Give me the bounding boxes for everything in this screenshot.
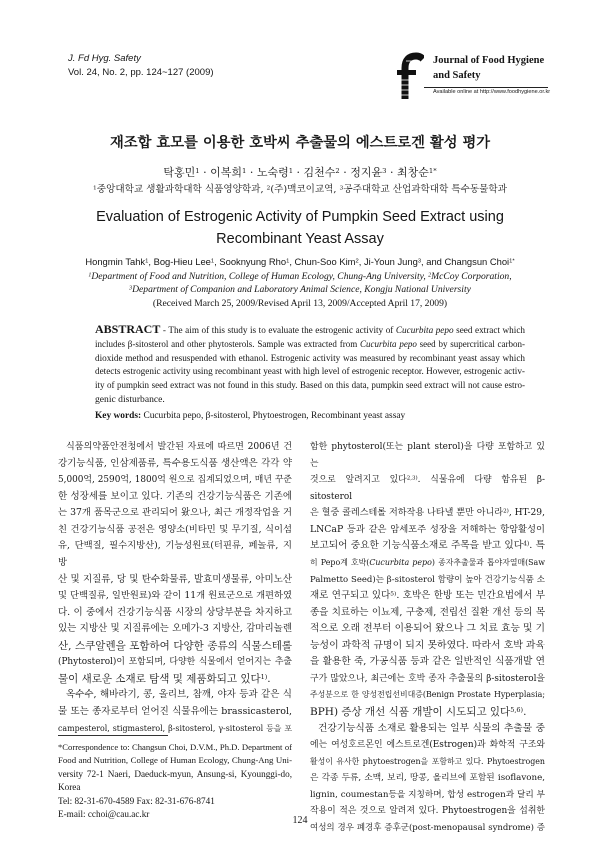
affiliations-korean: $^1$중앙대학교 생활과학대학 식품영양학과, $^2$(주)맥코이교역, $^3$공주대학교 산업과학대학 특수동물학과 (93, 184, 507, 195)
journal-f-logo-icon (394, 52, 424, 100)
text-line: *Correspondence to: Changsun Choi, D.V.M., Ph.D. Department of (58, 742, 292, 752)
authors-korean: 탁홍민$^1$ · 이복희$^1$ · 노숙령$^1$ · 김천수$^2$ · 정지윤$^3$ · 최창순$^{1*}$ (163, 166, 437, 179)
superscript-mark: 1* (428, 166, 437, 175)
superscript-mark: 1 (210, 258, 215, 265)
text-line: Korea (58, 782, 81, 793)
text-line: 산, 스쿠알렌을 포함하여 다양한 종류의 식물스테롤 (58, 639, 292, 652)
text-line: 건강기능식품 소재로 활용되는 일부 식물의 추출물 중 (318, 722, 545, 734)
text-line: E-mail: cchoi@cau.ac.kr (58, 809, 150, 820)
text-line: 친 건강기능식품 공전은 영양소(비타민 및 무기질, 식이섬 (58, 523, 292, 535)
superscript-mark: 2 (335, 166, 340, 175)
text-line: 구가 많았으나, 최근에는 호박 종자 추출물의 β-sitosterol을 (310, 673, 545, 684)
text-line: 5,000억, 2590억, 1800억 원으로 집계되었으며, 매년 꾸준 (58, 475, 292, 486)
text-line: campesterol, stigmasterol, β-sitosterol, γ-sitosterol 등을 포 (58, 723, 292, 733)
affiliation-english: $^1$Department of Food and Nutrition, College of Human Ecology, Chung-Ang University, $^2$McCoy Corporation, (88, 271, 512, 282)
availability-note: Available online at http://www.foodhygiene.or.kr (433, 89, 551, 95)
keywords: Key words: Cucurbita pepo, β-sitosterol, Phytoestrogen, Recombinant yeast assay (95, 411, 406, 421)
paragraph (95, 323, 525, 407)
title-english: Evaluation of Estrogenic Activity of Pumpkin Seed Extract using (96, 209, 504, 225)
bold-text: ABSTRACT (95, 322, 161, 336)
superscript-mark: 1 (195, 166, 200, 175)
text-line: lignin, coumestan등을 지칭하며, 합성 estrogen과 달리 부 (310, 789, 545, 800)
text-line: 작용이 적은 것으로 알려져 있다. Phytoestrogen을 섭취한 (310, 806, 545, 817)
text-line: Palmetto Seed)는 β-sitosterol 함량이 높아 건강기능식품 소 (310, 574, 545, 585)
text-line: 산 및 지질류, 당 및 탄수화물류, 발효미생물류, 아미노산 (58, 573, 292, 585)
paragraph (58, 741, 292, 795)
text-line: 주성분으로 한 양성전립선비대증(Benign Prostate Hyperplasia; (310, 690, 545, 700)
text-line: detects estrogenic activity using recombinant yeast with high level of estrogenic receptor. However, estrogenic activ- (95, 366, 525, 377)
text-line: 종을 치료하는 이뇨제, 구충제, 전립선 질환 개선 등의 목 (310, 606, 545, 618)
title-korean: 재조합 효모를 이용한 호박씨 추출물의 에스트로겐 활성 평가 (110, 135, 491, 151)
superscript-mark: 2 (266, 184, 271, 192)
text-line: LNCaP 등과 같은 암세포주 성장을 저해하는 항암활성이 (310, 523, 545, 535)
text-line: 능성이 과학적 규명이 되지 못하였다. 따라서 호박 과육 (310, 639, 545, 651)
paragraph (310, 439, 545, 721)
text-line: 있는 지방산 및 지질류에는 오메가-3 지방산, 감마리놀렌 (58, 623, 292, 635)
journal-name: Journal of Food Hygiene (433, 55, 545, 66)
text-line: 물이 새로운 소재로 탐색 및 제품화되고 있다$^{1)}$. (58, 672, 271, 685)
text-line: 물 또는 종자로부터 얻어진 식물유에는 brassicasterol, (58, 706, 292, 717)
superscript-mark: 1 (241, 166, 247, 175)
superscript-mark: 4) (523, 540, 530, 548)
text-line: 및 단백질류, 일반원료)와 같이 11개 원료군으로 개편하였 (58, 590, 292, 602)
text-line: genic disturbance. (95, 393, 165, 405)
italic-text: Cucurbita pepo (360, 338, 417, 349)
text-line: 강기능식품, 인삼제품류, 특수용도식품 생산액은 각각 약 (58, 457, 292, 469)
text-line: BPH) 증상 개선 식품 개발이 시도되고 있다$^{5,6)}$. (310, 706, 527, 718)
text-line: (Phytosterol)이 포함되며, 다양한 식물에서 얻어지는 추출 (58, 657, 292, 668)
submission-history: (Received March 25, 2009/Revised April 13, 2009/Accepted April 17, 2009) (152, 298, 448, 309)
paragraph (58, 795, 292, 808)
superscript-mark: 3 (339, 184, 344, 192)
journal-abbreviation: J. Fd Hyg. Safety (68, 53, 141, 64)
text-line: ity of pumpkin seed extract was not found in this study. Based on this data, pumpkin seed extract will not cause estro- (95, 380, 525, 391)
paragraph (58, 687, 292, 737)
text-line: 유, 단백질, 필수지방산), 기능성원료(터핀류, 페놀류, 지방 (58, 540, 292, 568)
affiliation-english: $^3$Department of Companion and Laboratory Animal Science, Kongju National University (129, 284, 471, 295)
text-line: 여성의 경우 폐경후 증후군(post-menopausal syndrome) 증 (310, 822, 545, 833)
superscript-mark: 1 (145, 258, 149, 265)
superscript-mark: 2,3) (406, 475, 418, 482)
correspondence-footnote (58, 741, 292, 821)
text-line: 히 Pepo계 호박(Cucurbita pepo) 종자추출물과 톱야자열매(Saw (310, 557, 546, 567)
text-line: 을 활용한 죽, 가공식품 등과 같은 일반적인 식품개발 연 (310, 656, 545, 668)
paragraph (58, 439, 292, 687)
bold-text: Key words: (95, 411, 142, 421)
superscript-mark: 2) (503, 508, 509, 515)
abstract (95, 323, 525, 407)
left-column (58, 439, 292, 737)
text-line: 적으로 오래 전부터 이용되어 왔으나 그 치료 효능 및 기 (310, 623, 545, 635)
superscript-mark: 2 (355, 258, 359, 265)
text-line: 은 혈중 콜레스테롤 저하작용 나타낼 뿐만 아니라$^{2)}$, HT-29, (310, 508, 545, 519)
superscript-mark: 5,6) (510, 706, 524, 715)
text-line: 다. 이 중에서 건강기능식품 시장의 상당부분을 차지하고 (58, 606, 292, 618)
journal-name-continued: and Safety (433, 70, 481, 81)
superscript-mark: 3 (417, 258, 422, 265)
authors-english: Hongmin Tahk$^1$, Bog-Hieu Lee$^1$, Sooknyung Rho$^1$, Chun-Soo Kim$^2$, Ji-Youn Jung$^3$, and Changsun Choi$^{1*}$ (85, 256, 515, 267)
superscript-mark: 3 (382, 166, 387, 175)
title-english-continued: Recombinant Yeast Assay (216, 231, 384, 247)
superscript-mark: 1 (288, 166, 294, 175)
italic-text: Cucurbita pepo (395, 325, 454, 335)
text-line: Tel: 82-31-670-4589 Fax: 82-31-676-8741 (58, 795, 215, 806)
text-line: 은 각종 두류, 소맥, 보리, 땅콩, 올리브에 포함된 isoflavone, (310, 773, 545, 784)
text-line: Food and Nutrition, College of Human Ecology, Chung-Ang Uni- (58, 755, 292, 766)
superscript-mark: 1 (93, 184, 97, 192)
text-line: 한 성장세를 보이고 있다. 기존의 건강기능식품은 기존에 (58, 490, 292, 502)
text-line: 함한 phytosterol(또는 plant sterol)을 다량 포함하고 있는 (310, 442, 545, 469)
superscript-mark: 1) (260, 672, 268, 681)
superscript-mark: 2 (428, 272, 432, 279)
page-number: 124 (292, 815, 308, 826)
text-line: includes β-sitosterol and other phytosterols. Sample was extracted from Cucurbita pepo seed by supercritical carbon- (95, 338, 526, 349)
text-line: versity 72-1 Naeri, Daeduck-myun, Ansung-si, Kyounggi-do, (58, 768, 292, 779)
text-line: 식품의약품안전청에서 발간된 자료에 따르면 2006년 건 (66, 442, 292, 452)
text-line: 보고되어 중요한 기능식품소재로 주목을 받고 있다$^{4)}$. 특 (310, 540, 545, 552)
text-line: ABSTRACT - The aim of this study is to evaluate the estrogenic activity of Cucurbita pepo seed extract which (95, 322, 525, 336)
text-line: 활성이 유사한 phytoestrogen을 포함하고 있다. Phytoestrogen (310, 756, 545, 766)
superscript-mark: 5) (390, 591, 397, 598)
text-line: dioxide method and resuspended with ethanol. Estrogenic activity was measured by recombinant yeast assay which (95, 352, 525, 363)
text-line: 는 37개 품목군으로 관리되어 왔으나, 최근 개정작업을 거 (58, 507, 292, 519)
text-line: 에는 여성호르몬인 에스트로겐(Estrogen)과 화학적 구조와 (310, 740, 545, 751)
volume-info: Vol. 24, No. 2, pp. 124~127 (2009) (68, 67, 214, 78)
text-line: 것으로 알려지고 있다$^{2,3)}$. 식물유에 다량 함유된 β-sitosterol (310, 475, 545, 502)
right-column (310, 439, 545, 837)
superscript-mark: 1 (286, 258, 290, 265)
superscript-mark: 1 (88, 272, 92, 279)
header-rule (424, 87, 548, 88)
italic-text: Cucurbita pepo (369, 557, 432, 567)
superscript-mark: 3 (129, 285, 133, 292)
text-line: 옥수수, 해바라기, 콩, 올리브, 참깨, 야자 등과 같은 식 (66, 689, 292, 701)
superscript-mark: 1* (509, 258, 515, 265)
footnote-rule (58, 735, 168, 736)
text-line: 재로 연구되고 있다$^{5)}$. 호박은 한방 또는 민간요법에서 부 (310, 590, 545, 602)
